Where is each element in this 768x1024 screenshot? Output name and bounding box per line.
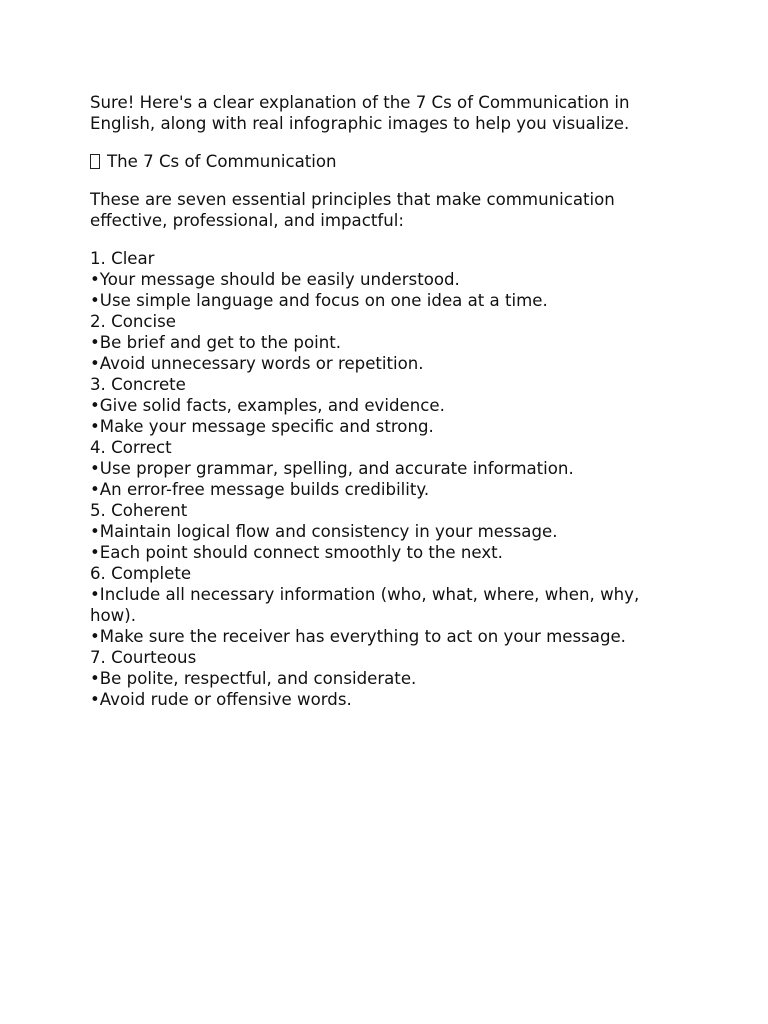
bullet-text: Your message should be easily understood. bbox=[99, 270, 460, 289]
bullet-symbol: • bbox=[90, 480, 100, 499]
bullet-text: Be brief and get to the point. bbox=[99, 333, 342, 352]
bullet-text: Avoid rude or offensive words. bbox=[99, 690, 352, 709]
principle-title: 1. Clear bbox=[90, 249, 155, 268]
bullet-text: Make your message specific and strong. bbox=[99, 417, 434, 436]
section-heading bbox=[90, 151, 690, 172]
principles-list bbox=[90, 248, 690, 710]
bullet-symbol: • bbox=[90, 522, 100, 541]
principle-bullet bbox=[90, 668, 690, 689]
principle-bullet bbox=[90, 458, 690, 479]
section-heading-text: The 7 Cs of Communication bbox=[107, 152, 337, 171]
principle-bullet bbox=[90, 332, 690, 353]
bullet-symbol: • bbox=[90, 543, 100, 562]
document-page bbox=[90, 92, 690, 710]
bullet-text: Make sure the receiver has everything to act on your message. bbox=[99, 627, 626, 646]
bullet-symbol: • bbox=[90, 270, 100, 289]
principle-bullet bbox=[90, 269, 690, 290]
principle-bullet bbox=[90, 689, 690, 710]
bullet-text: Maintain logical flow and consistency in your message. bbox=[99, 522, 558, 541]
principle-bullet bbox=[90, 290, 690, 311]
principle-bullet bbox=[90, 416, 690, 437]
principle-bullet bbox=[90, 521, 690, 542]
principle-bullet bbox=[90, 542, 690, 563]
bullet-text: Use proper grammar, spelling, and accurate information. bbox=[99, 459, 574, 478]
principle-title: 4. Correct bbox=[90, 438, 172, 457]
bullet-symbol: • bbox=[90, 459, 100, 478]
bullet-symbol: • bbox=[90, 333, 100, 352]
bullet-symbol: • bbox=[90, 291, 100, 310]
principle-bullet bbox=[90, 353, 690, 374]
bullet-symbol: • bbox=[90, 585, 100, 604]
principle-bullet bbox=[90, 395, 690, 416]
bullet-text: Give solid facts, examples, and evidence. bbox=[99, 396, 445, 415]
bullet-symbol: • bbox=[90, 396, 100, 415]
bullet-text: Be polite, respectful, and considerate. bbox=[99, 669, 417, 688]
bullet-symbol: • bbox=[90, 669, 100, 688]
bullet-text: Avoid unnecessary words or repetition. bbox=[99, 354, 424, 373]
missing-glyph-icon bbox=[90, 154, 100, 169]
bullet-symbol: • bbox=[90, 417, 100, 436]
intro-paragraph: Sure! Here's a clear explanation of the 7 Cs of Communication in English, along with real infographic images to help you visualize. bbox=[90, 93, 630, 133]
bullet-text: Each point should connect smoothly to the next. bbox=[99, 543, 503, 562]
bullet-text: Use simple language and focus on one idea at a time. bbox=[99, 291, 548, 310]
bullet-symbol: • bbox=[90, 354, 100, 373]
bullet-symbol: • bbox=[90, 690, 100, 709]
principle-title: 5. Coherent bbox=[90, 501, 188, 520]
bullet-text: An error-free message builds credibility. bbox=[99, 480, 430, 499]
principle-title: 3. Concrete bbox=[90, 375, 186, 394]
bullet-text: Include all necessary information (who, what, where, when, why, how). bbox=[90, 585, 640, 625]
principle-bullet bbox=[90, 626, 690, 647]
principle-title: 6. Complete bbox=[90, 564, 192, 583]
lead-paragraph: These are seven essential principles that make communication effective, professional, and impactful: bbox=[90, 190, 615, 230]
principle-title: 2. Concise bbox=[90, 312, 176, 331]
principle-bullet bbox=[90, 479, 690, 500]
principle-title: 7. Courteous bbox=[90, 648, 197, 667]
principle-bullet bbox=[90, 584, 690, 626]
bullet-symbol: • bbox=[90, 627, 100, 646]
